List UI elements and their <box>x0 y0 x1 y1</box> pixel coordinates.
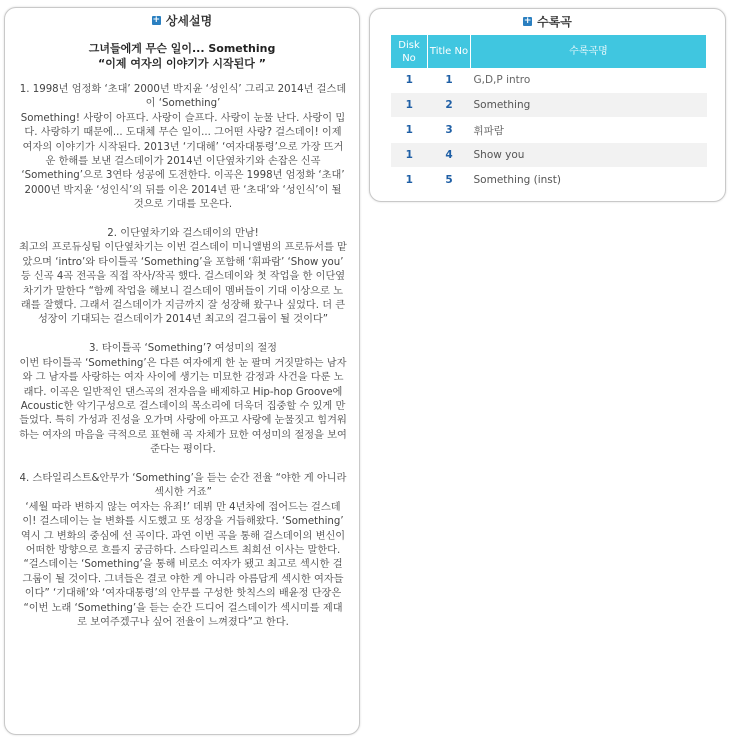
plus-icon: + <box>523 15 532 26</box>
disk-number: 1 <box>391 168 428 193</box>
track-table-header <box>391 35 707 68</box>
detail-panel-title: 상세설명 <box>165 13 213 28</box>
section-text: 최고의 프로듀싱팀 이단옆차기는 이번 걸스데이 미니앨범의 프로듀서를 맡았으며 ‘intro’와 타이틀곡 ‘Something’을 포함해 ‘휘파람’ ‘Show you’ 등 신곡 4곡 전곡을 직접 작사/작곡 했다. 걸스데이와 첫 작업을 한 이단옆차기가 말한다 “함께 작업을 해보니 걸스데이 멤버들이 기대 이상으로 노래를 잘했다. 그래서 걸스데이가 지금까지 잘 성장해 왔구나 싶었다. 더 큰 성장이 기대되는 걸스데이가 2014년 최고의 걸그룹이 될 것이다” <box>19 242 347 326</box>
table-row[interactable] <box>391 143 707 168</box>
track-table <box>391 35 707 193</box>
table-row[interactable] <box>391 93 707 118</box>
document-title <box>5 41 359 71</box>
track-number: 5 <box>428 168 471 193</box>
track-name[interactable]: Something (inst) <box>471 168 707 193</box>
tracklist-panel-header <box>370 9 725 33</box>
tracklist-panel <box>369 8 726 202</box>
track-name[interactable]: Something <box>471 93 707 118</box>
column-header-track-name: 수록곡명 <box>471 35 707 68</box>
table-row[interactable] <box>391 168 707 193</box>
track-name[interactable]: 휘파람 <box>471 118 707 143</box>
disk-number: 1 <box>391 68 428 93</box>
plus-icon: + <box>152 14 161 25</box>
track-number: 4 <box>428 143 471 168</box>
disk-number: 1 <box>391 93 428 118</box>
section-text: ‘세월 따라 변하지 않는 여자는 유죄!’ 데뷔 만 4년차에 접어드는 걸스데이! 걸스데이는 늘 변화를 시도했고 또 성장을 거듭해왔다. ‘Something’ 역시 그 변화의 중심에 선 곡이다. 과연 이번 곡을 통해 걸스데이의 변신이 어떠한 방향으로 흐를지 궁금하다. 스타일리스트 최희선 이사는 말한다. “걸스데이는 ‘Something’을 통해 비로소 여자가 됐고 최고로 섹시한 걸그룹이 될 것이다. 그녀들은 결코 야한 게 아니라 아름답게 섹시한 여자들이다” ‘기대해’와 ‘여자대통령’의 안무를 구성한 핫칙스의 배윤정 단장은 “이번 노래 ‘Something’을 듣는 순간 드디어 걸스데이가 섹시미를 제대로 보여주겠구나 싶어 전율이 느껴졌다”고 한다. <box>20 501 346 628</box>
table-row[interactable] <box>391 118 707 143</box>
track-number: 1 <box>428 68 471 93</box>
document-title-line2: “이제 여자의 이야기가 시작된다 ” <box>98 57 266 70</box>
disk-number: 1 <box>391 143 428 168</box>
track-number: 3 <box>428 118 471 143</box>
section-heading: 1. 1998년 엄정화 ‘초대’ 2000년 박지윤 ‘성인식’ 그리고 2014년 걸스데이 ‘Something’ <box>19 84 347 110</box>
document-title-line1: 그녀들에게 무슨 일이... Something <box>88 42 276 55</box>
detail-panel <box>4 7 360 735</box>
table-row[interactable] <box>391 68 707 93</box>
tracklist-panel-title: 수록곡 <box>537 14 572 29</box>
track-name[interactable]: G,D,P intro <box>471 68 707 93</box>
track-number: 2 <box>428 93 471 118</box>
section-1 <box>19 83 347 213</box>
section-text: 이번 타이틀곡 ‘Something’은 다른 여자에게 한 눈 팔며 거짓말하는 남자와 그 남자를 사랑하는 여자 사이에 생기는 미묘한 감정과 사건을 다룬 노래다. 이곡은 일반적인 댄스곡의 전자음을 배제하고 Hip-hop Groove에 Acoustic한 악기구성으로 걸스데이의 목소리에 더욱더 집중할 수 있게 만들었다. 특히 가성과 진성을 오가며 사랑에 아프고 사랑에 눈물짓고 힘겨워하는 여자의 마음을 극적으로 표현해 곡 자체가 묘한 여성미의 절정을 보여준다는 평이다. <box>19 357 347 456</box>
document-body <box>5 83 359 630</box>
disk-number: 1 <box>391 118 428 143</box>
section-2 <box>19 227 347 328</box>
section-heading: 4. 스타일리스트&안무가 ‘Something’을 듣는 순간 전율 “야한 게 아니라 섹시한 거죠” <box>19 472 347 499</box>
column-header-disk: Disk No <box>391 35 428 68</box>
detail-panel-header <box>5 8 359 32</box>
section-text: Something! 사랑이 아프다. 사랑이 슬프다. 사랑이 눈물 난다. 사랑이 밉다. 사랑하기 때문에... 도대체 무슨 일이... 그어떤 사랑? 걸스데이! 이제 여자의 이야기가 시작된다. 2013년 ‘기대해’ ‘여자대통령’으로 가장 뜨거운 한해를 보낸 걸스데이가 2014년 이단옆차기와 손잡은 신곡 ‘Something’으로 3연타 성공에 도전한다. 이곡은 1998년 엄정화 ‘초대’ 2000년 박지윤 ‘성인식’의 뒤를 이은 2014년 판 ‘초대’와 ‘성인식’이 될 것으로 기대를 모은다. <box>20 112 346 211</box>
section-4 <box>19 472 347 630</box>
section-3 <box>19 342 347 457</box>
track-name[interactable]: Show you <box>471 143 707 168</box>
section-heading: 2. 이단옆차기와 걸스데이의 만남! <box>107 228 259 240</box>
column-header-title-no: Title No <box>428 35 471 68</box>
section-heading: 3. 타이틀곡 ‘Something’? 여성미의 절정 <box>88 343 278 355</box>
